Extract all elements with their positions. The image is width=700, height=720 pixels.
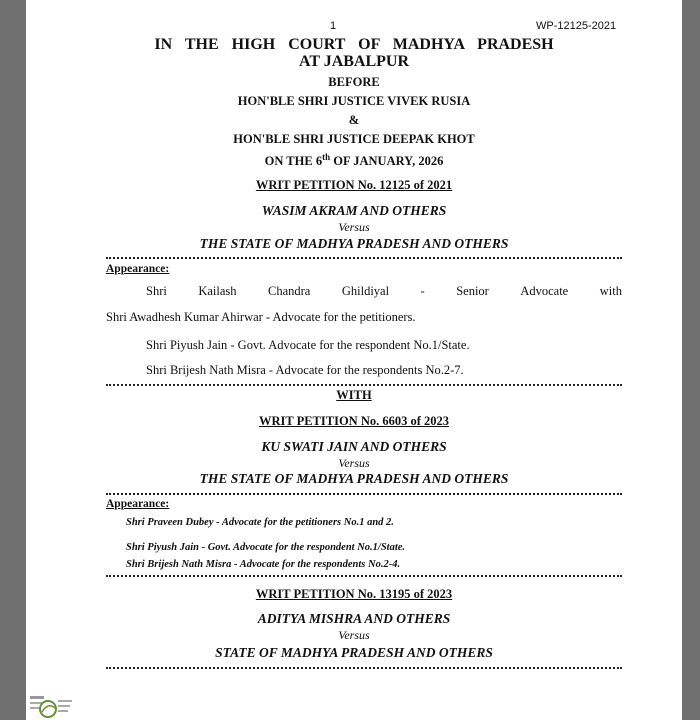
case1-title: WRIT PETITION No. 12125 of 2021 — [255, 178, 453, 192]
word: Chandra — [268, 284, 311, 298]
word: Ghildiyal — [341, 284, 390, 298]
divider — [106, 667, 622, 669]
case1-counsel-line-3: Shri Piyush Jain - Govt. Advocate for the respondent No.1/State. — [146, 338, 470, 352]
document-page — [26, 0, 682, 720]
hearing-date: ON THE 6th OF JANUARY, 2026 — [264, 152, 444, 169]
judge-1: HON'BLE SHRI JUSTICE VIVEK RUSIA — [237, 94, 471, 108]
with-label: WITH — [336, 388, 372, 402]
word: Kailash — [198, 284, 237, 298]
case2-appearance-label: Appearance: — [106, 498, 170, 510]
case2-petitioner: KU SWATI JAIN AND OTHERS — [261, 439, 447, 454]
case2-counsel-line-3: Shri Brijesh Nath Misra - Advocate for the respondents No.2-4. — [126, 559, 401, 570]
case2-respondent: THE STATE OF MADHYA PRADESH AND OTHERS — [199, 471, 509, 486]
divider — [106, 493, 622, 495]
case1-counsel-line-1 — [146, 284, 622, 299]
word: Shri — [146, 284, 167, 298]
case3-versus: Versus — [338, 628, 370, 642]
case3-title: WRIT PETITION No. 13195 of 2023 — [255, 587, 453, 601]
case3-petitioner: ADITYA MISHRA AND OTHERS — [257, 611, 451, 626]
word: Senior — [456, 284, 489, 298]
case1-appearance-label: Appearance: — [106, 263, 170, 275]
case1-respondent: THE STATE OF MADHYA PRADESH AND OTHERS — [199, 236, 509, 251]
court-seat: AT JABALPUR — [298, 53, 410, 70]
divider — [106, 384, 622, 386]
case2-versus: Versus — [338, 456, 370, 470]
case-reference: WP-12125-2021 — [536, 20, 617, 32]
divider — [106, 257, 622, 259]
signature-stamp-icon — [26, 690, 86, 720]
before-label: BEFORE — [328, 75, 380, 89]
case1-counsel-line-4: Shri Brijesh Nath Misra - Advocate for the respondents No.2-7. — [146, 363, 464, 377]
court-name: IN THE HIGH COURT OF MADHYA PRADESH — [154, 36, 554, 53]
case3-respondent: STATE OF MADHYA PRADESH AND OTHERS — [215, 645, 493, 660]
word: - — [420, 284, 425, 298]
viewer-left-margin — [0, 0, 26, 720]
word: with — [599, 284, 622, 298]
word: Advocate — [520, 284, 569, 298]
case1-counsel-line-2: Shri Awadhesh Kumar Ahirwar - Advocate for the petitioners. — [106, 310, 416, 324]
case2-counsel-line-2: Shri Piyush Jain - Govt. Advocate for the respondent No.1/State. — [126, 542, 406, 553]
divider — [106, 575, 622, 577]
case2-counsel-line-1: Shri Praveen Dubey - Advocate for the petitioners No.1 and 2. — [126, 517, 394, 528]
judge-2: HON'BLE SHRI JUSTICE DEEPAK KHOT — [233, 132, 475, 146]
ampersand: & — [348, 113, 360, 127]
viewer-right-margin — [682, 0, 700, 720]
page-number: 1 — [330, 20, 337, 32]
case1-versus: Versus — [338, 220, 370, 234]
case2-title: WRIT PETITION No. 6603 of 2023 — [258, 414, 450, 428]
case1-petitioner: WASIM AKRAM AND OTHERS — [261, 203, 447, 218]
